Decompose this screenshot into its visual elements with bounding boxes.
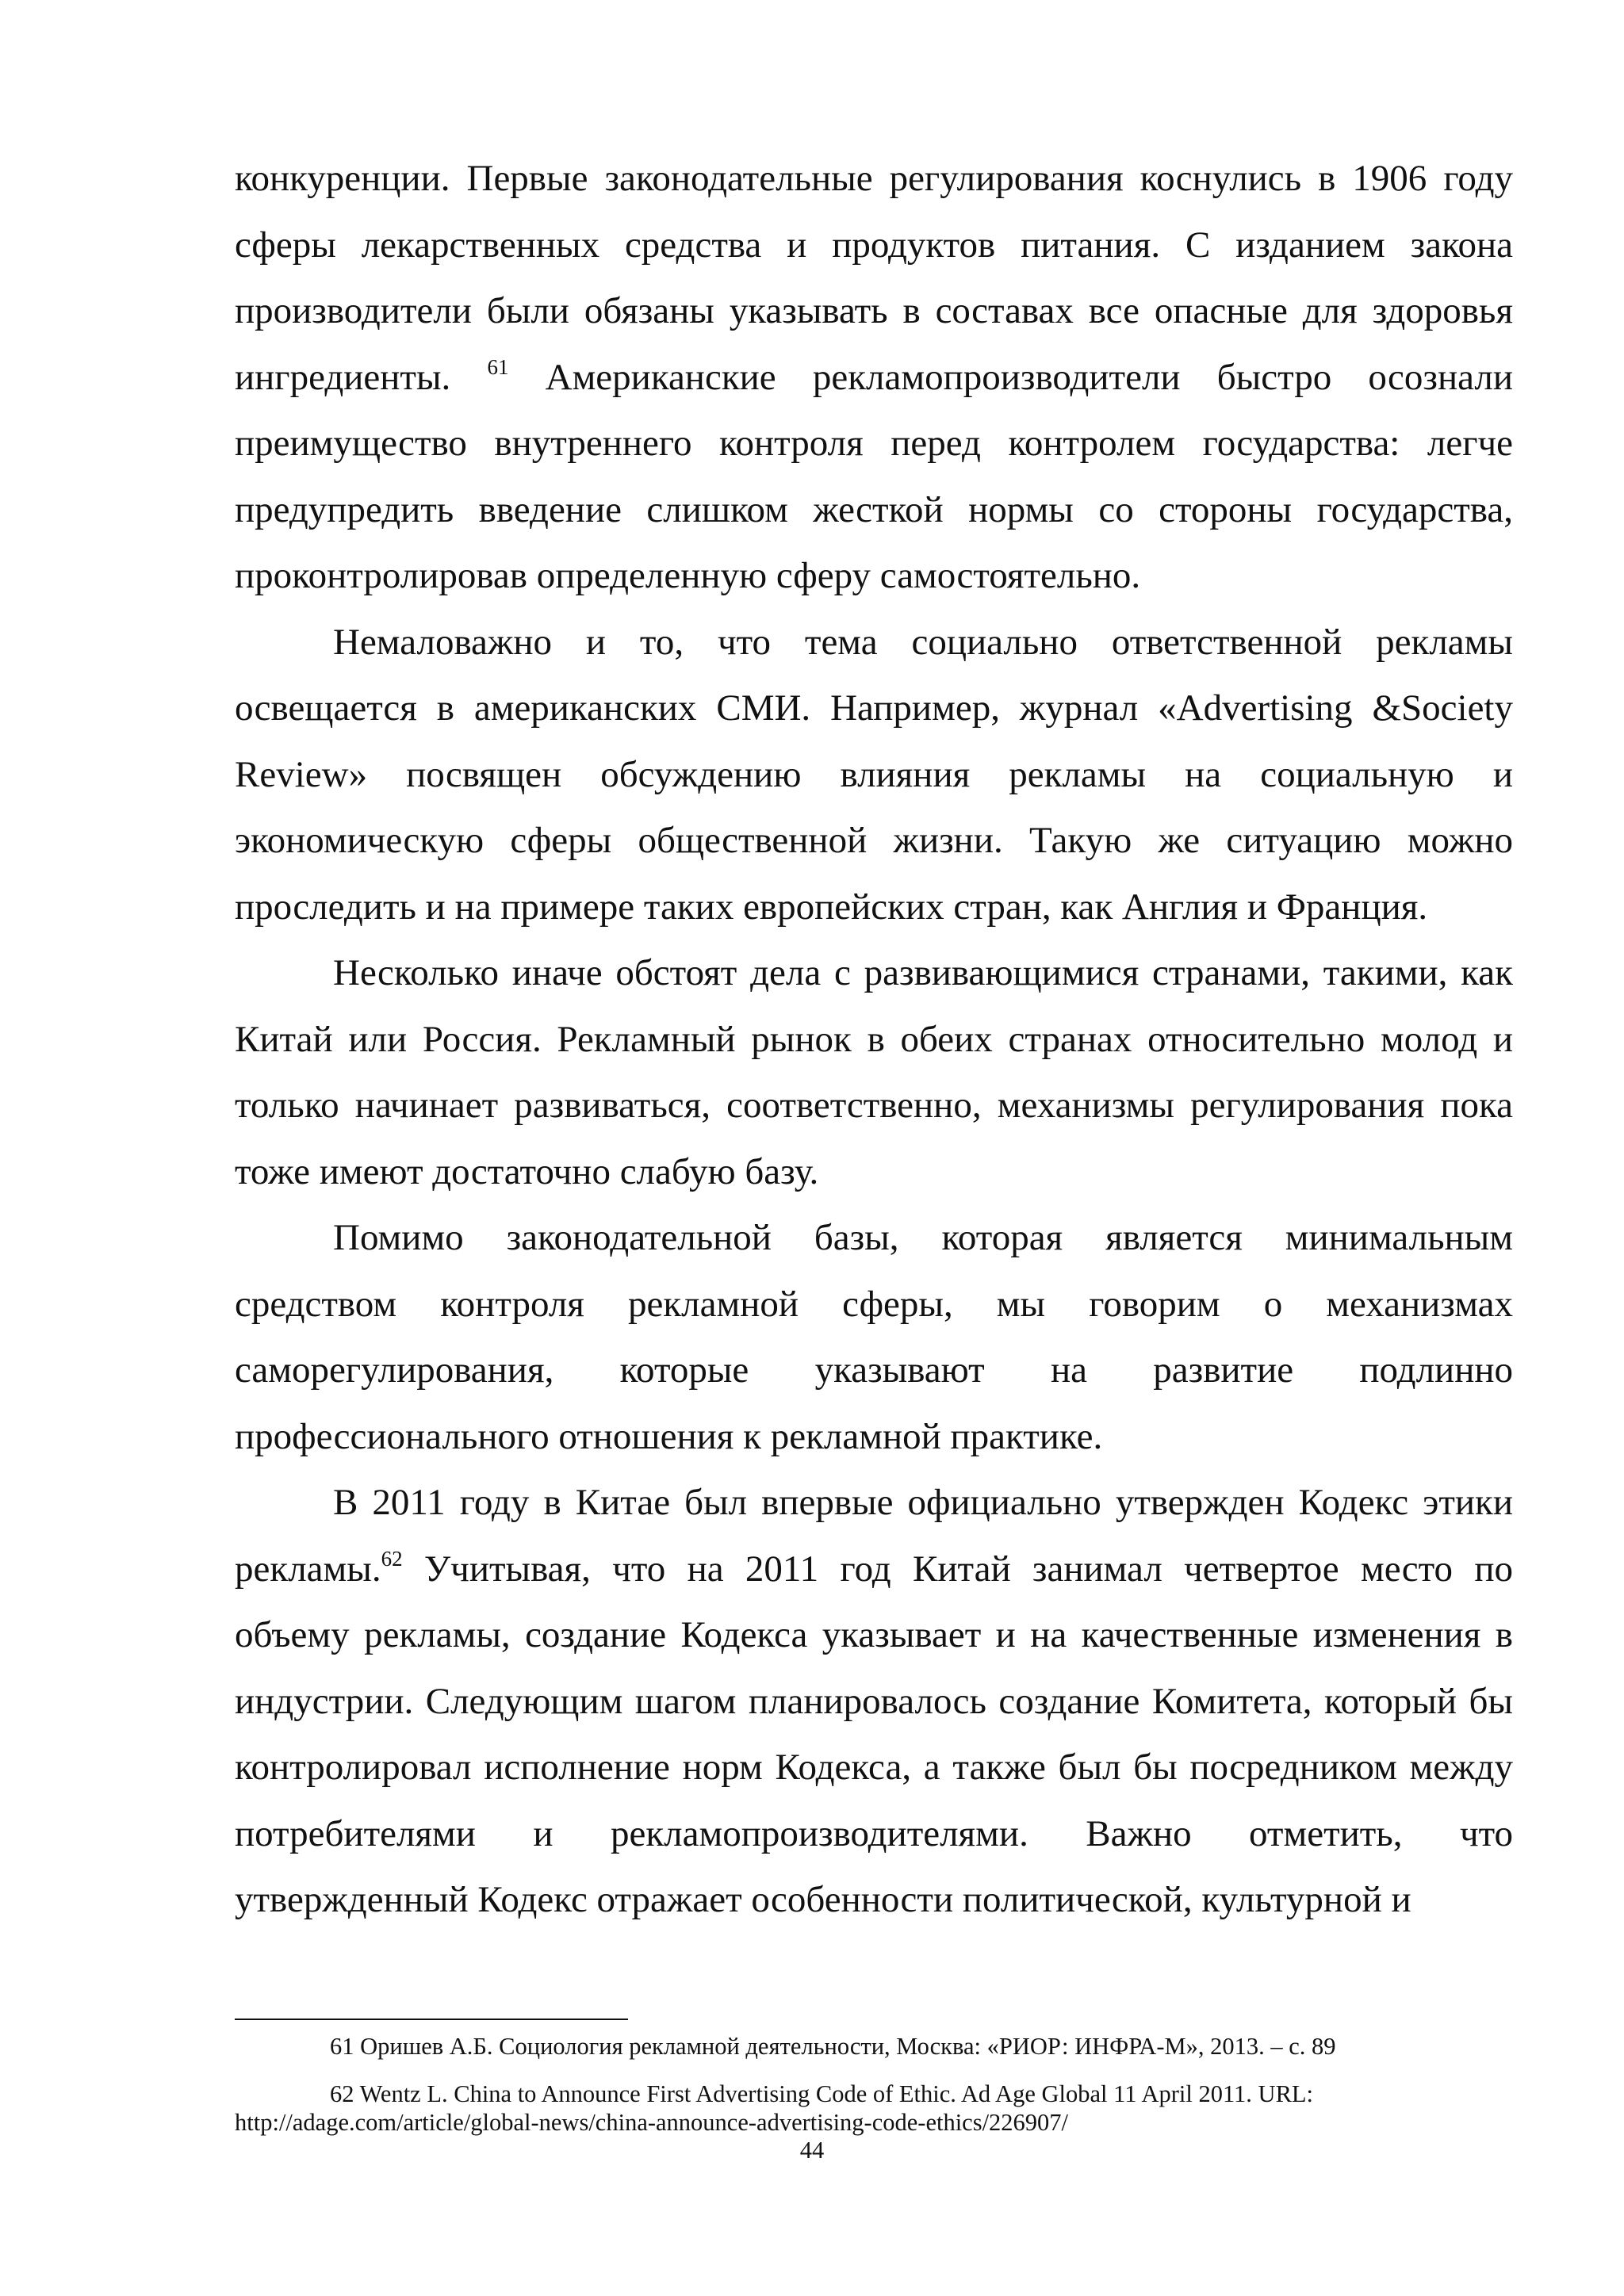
body-paragraph bbox=[235, 1205, 1513, 1470]
body-paragraph bbox=[235, 146, 1513, 610]
paragraph-text: В 2011 году в Китае был впервые официально утвержден Кодекс этики рекламы. bbox=[235, 1482, 1513, 1590]
footnote-text: 61 Оришев А.Б. Социология рекламной деятельности, Москва: «РИОР: ИНФРА-М», 2013. – с. 89 bbox=[330, 2033, 1336, 2060]
page-number: 44 bbox=[799, 2137, 825, 2164]
footnote-separator bbox=[235, 2019, 628, 2020]
body-paragraph bbox=[235, 610, 1513, 941]
paragraph-text: Учитывая, что на 2011 год Китай занимал четвертое место по объему рекламы, создание Кодекса указывает и на качественные изменения в индустрии. Следующим шагом планировалось создание Комитета, который бы контролировал исполнение норм Кодекса, а также был бы посредником между потребителями и рекламопроизводителями. Важно отметить, что утвержденный Кодекс отражает особенности политической, культурной и bbox=[235, 1548, 1513, 1920]
paragraph-text: Немаловажно и то, что тема социально ответственной рекламы освещается в американских СМИ. Например, журнал «Advertising &Society Review» посвящен обсуждению влияния рекламы на социальную и экономическую сферы общественной жизни. Такую же ситуацию можно проследить и на примере таких европейских стран, как Англия и Франция. bbox=[235, 621, 1513, 928]
footnote-reference: 62 bbox=[381, 1546, 403, 1571]
paragraph-text: Помимо законодательной базы, которая является минимальным средством контроля рекламной сферы, мы говорим о механизмах саморегулирования, которые указывают на развитие подлинно профессионального отношения к рекламной практике. bbox=[235, 1217, 1513, 1457]
paragraph-text: Несколько иначе обстоят дела с развивающимися странами, такими, как Китай или Россия. Рекламный рынок в обеих странах относительно молод и только начинает развиваться, соответственно, механизмы регулирования пока тоже имеют достаточно слабую базу. bbox=[235, 952, 1513, 1192]
paragraph-text: конкуренции. Первые законодательные регулирования коснулись в 1906 году сферы лекарственных средства и продуктов питания. С изданием закона производители были обязаны указывать в составах все опасные для здоровья ингредиенты. bbox=[235, 158, 1513, 398]
footnote-reference: 61 bbox=[487, 354, 509, 379]
paragraph-text: Американские рекламопроизводители быстро осознали преимущество внутреннего контроля перед контролем государства: легче предупредить введение слишком жесткой нормы со стороны государства, проконтролировав определенную сферу самостоятельно. bbox=[235, 356, 1513, 596]
footnote-text: 62 Wentz L. China to Announce First Advertising Code of Ethic. Ad Age Global 11 April 2011. URL: http://adage.com/article/global-news/china-announce-advertising-code-ethics/226907/ bbox=[235, 2080, 1314, 2136]
body-paragraph bbox=[235, 1470, 1513, 1934]
body-text bbox=[235, 146, 1513, 1934]
body-paragraph bbox=[235, 940, 1513, 1205]
